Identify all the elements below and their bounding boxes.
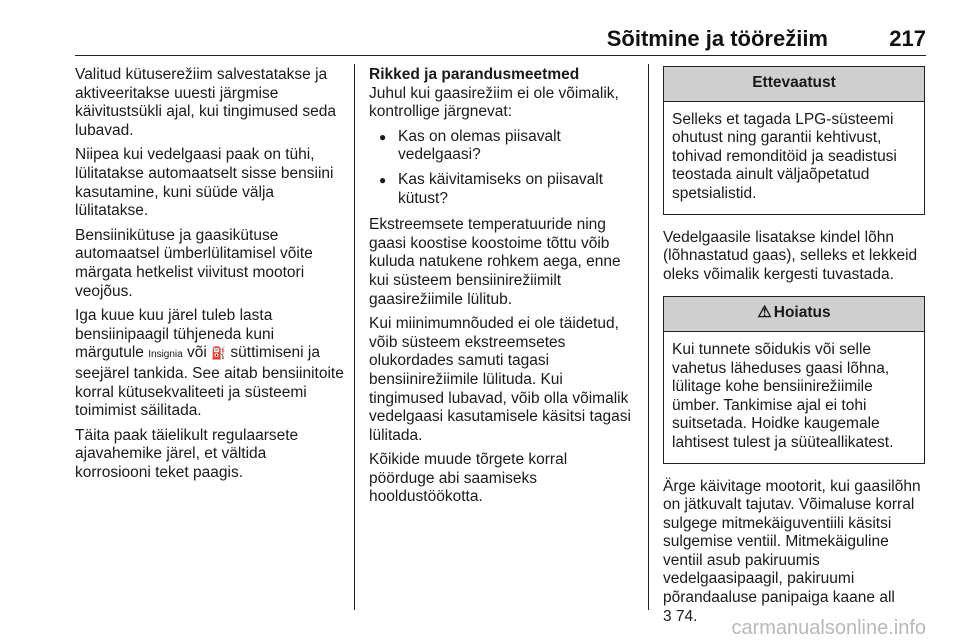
paragraph: Vedelgaasile lisatakse kindel lõhn (lõhnastatud gaas), selleks et lekkeid oleks võimalik kergesti tuvastada. [663, 228, 918, 283]
column-3 [663, 66, 925, 632]
paragraph: Bensiinikütuse ja gaasikütuse automaatsel ümberlülitamisel võite märgata hetkelist viivitust mootori veojõus. [75, 226, 313, 300]
caution-text: Selleks et tagada LPG-süsteemi ohutust ning garantii kehtivust, tohivad remonditöid ja seadistusi teostada ainult väljaõpetatud spetsialistid. [672, 110, 897, 202]
list-item: ● Kas on olemas piisavalt vedelgaasi? [369, 128, 634, 165]
section-heading: Rikked ja parandusmeetmed [369, 66, 580, 83]
page-number: 217 [889, 26, 926, 51]
paragraph: Kõikide muude tõrgete korral pöörduge abi saamiseks hooldustöökotta. [369, 451, 568, 506]
warning-header [664, 297, 924, 332]
paragraph: Kui miinimumnõuded ei ole täidetud, võib süsteem ekstreemsetes olukordades samuti tagasi bensiinirežiimile lülituda. Kui tingimused lubavad, võib olla võimalik vedelgaasi kasutamisele käsitsi tagasi lülitada. [369, 315, 631, 444]
insignia-logo: Insignia [148, 349, 183, 361]
column-divider-1 [354, 64, 355, 610]
paragraph: Juhul kui gaasirežiim ei ole võimalik, kontrollige järgnevat: [369, 84, 619, 121]
paragraph [663, 478, 925, 627]
column-1 [75, 66, 345, 488]
list-item: ● Kas käivitamiseks on piisavalt kütust? [369, 171, 634, 208]
column-divider-2 [648, 64, 649, 610]
caution-box [663, 66, 925, 215]
bullet-list [369, 128, 634, 208]
text-span: Ärge käivitage mootorit, kui gaasilõhn on jätkuvalt tajutav. Võimaluse korral sulgege mitmekäiguventiili käsitsi sulgemise ventiil. Mitmekäiguline ventiil asub pakiruumis vedelgaasipaagil, pakiruumi põrandaaluse panipaiga kaane all [663, 477, 921, 607]
page-reference: 74. [671, 607, 698, 625]
paragraph: Niipea kui vedelgaasi paak on tühi, lülitatakse automaatselt sisse bensiini kasutamine, kuni süüde välja lülitatakse. [75, 146, 334, 220]
warning-title: Hoiatus [773, 304, 831, 322]
page-title: Sõitmine ja töörežiim [606, 26, 828, 51]
paragraph: Ekstreemsete temperatuuride ning gaasi koostise koostoime tõttu võib kuluda natukene rohkem aega, enne kui süsteem bensiinirežiimilt gaasirežiimile lülitub. [369, 216, 621, 308]
text-span: Iga kuue kuu järel tuleb lasta bensiinipaagil tühjeneda kuni märgutule [75, 307, 275, 362]
paragraph: Täita paak täielikult regulaarsete ajavahemike järel, et vältida korrosiooni teket paagis. [75, 426, 299, 481]
watermark: carmanualsonline.info [731, 617, 926, 639]
warning-triangle-icon: ⚠ [757, 304, 772, 322]
paragraph [75, 307, 345, 421]
page-reference-arrow-icon: 3 [663, 607, 672, 625]
caution-title: Ettevaatust [664, 67, 924, 102]
text-span: või [182, 344, 212, 362]
header-divider [75, 55, 926, 56]
warning-text: Kui tunnete sõidukis või selle vahetus läheduses gaasi lõhna, lülitage kohe bensiinirežiimile ümber. Tankimise ajal ei tohi suitsetada. Hoidke kaugemale lahtisest tulest ja süüteallikatest. [672, 340, 894, 451]
text-span: süttimiseni ja seejärel tankida. See aitab bensiinitoite korral kütusekvaliteeti ja süsteemi toimimist säilitada. [75, 344, 344, 420]
warning-box [663, 296, 925, 463]
fuel-pump-icon: ⛽ [211, 346, 227, 361]
paragraph: Valitud kütuserežiim salvestatakse ja aktiveeritakse uuesti järgmise käivitustsükli ajal, kui tingimused seda lubavad. [75, 66, 337, 139]
column-2 [369, 66, 634, 513]
